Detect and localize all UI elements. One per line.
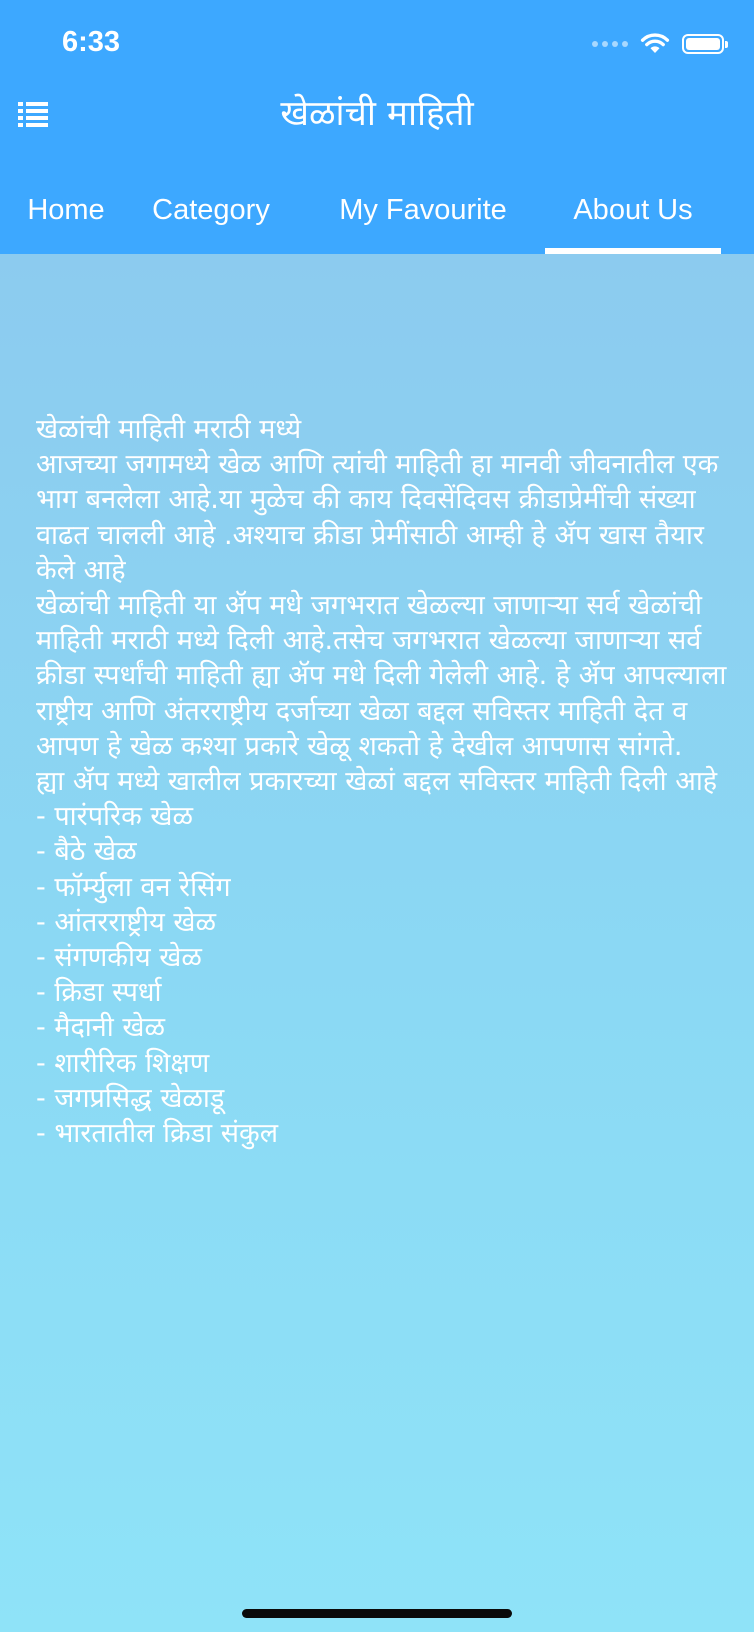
tab-about-us[interactable]: About Us (573, 194, 693, 226)
tab-home[interactable]: Home (27, 194, 105, 226)
app-header (0, 0, 754, 254)
app-title: खेळांची माहिती (280, 94, 474, 134)
tab-category[interactable]: Category (152, 194, 270, 226)
status-icons (592, 30, 724, 58)
about-content (0, 254, 754, 1632)
tab-my-favourite[interactable]: My Favourite (339, 194, 507, 226)
status-bar (0, 0, 754, 92)
battery-icon (682, 34, 724, 54)
tab-bar (0, 172, 754, 254)
status-time: 6:33 (62, 26, 121, 58)
wifi-icon (640, 33, 670, 55)
cellular-signal-icon (592, 41, 628, 47)
about-description: खेळांची माहिती मराठी मध्ये आजच्या जगामध्ये खेळ आणि त्यांची माहिती हा मानवी जीवनातील एक भाग बनलेला आहे.या मुळेच की काय दिवसेंदिवस क्रीडाप्रेमींची संख्या वाढत चालली आहे .अश्याच क्रीडा प्रेमींसाठी आम्ही हे ॲप खास तैयार केले आहे खेळांची माहिती या ॲप मधे जगभरात खेळल्या जाणाऱ्या सर्व खेळांची माहिती मराठी मध्ये दिली आहे.तसेच जगभरात खेळल्या जाणाऱ्या सर्व क्रीडा स्पर्धांची माहिती ह्या ॲप मधे दिली गेलेली आहे. हे ॲप आपल्याला राष्ट्रीय आणि अंतरराष्ट्रीय दर्जाच्या खेळा बद्दल सविस्तर माहिती देत व आपण हे खेळ कश्या प्रकारे खेळू शकतो हे देखील आपणास सांगते. ह्या ॲप मध्ये खालील प्रकारच्या खेळां बद्दल सविस्तर माहिती दिली आहे - पारंपरिक खेळ - बैठे खेळ - फॉर्म्युला वन रेसिंग - आंतरराष्ट्रीय खेळ - संगणकीय खेळ - क्रिडा स्पर्धा - मैदानी खेळ - शारीरिक शिक्षण - जगप्रसिद्ध खेळाडू - भारतातील क्रिडा संकुल (36, 414, 727, 1150)
home-indicator[interactable] (242, 1609, 512, 1618)
